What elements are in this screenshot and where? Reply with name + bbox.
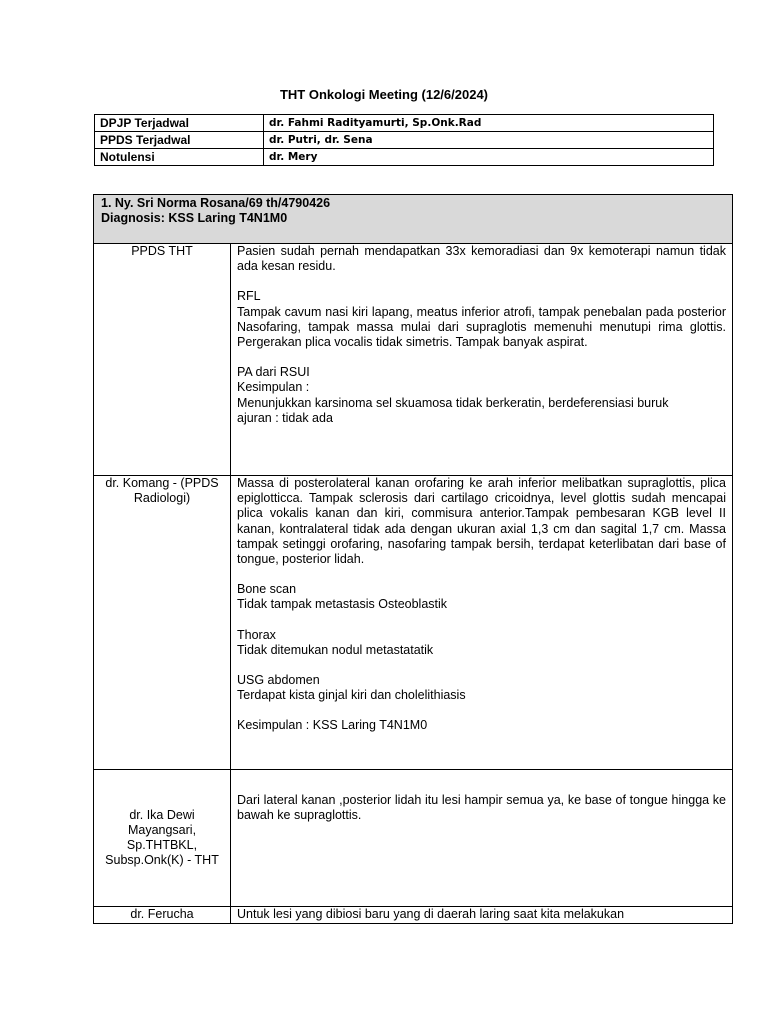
note-paragraph: Dari lateral kanan ,posterior lidah itu lesi hampir semua ya, ke base of tongue hingga ke bawah ke supraglottis.	[237, 793, 726, 823]
note-paragraph: RFL Tampak cavum nasi kiri lapang, meatus inferior atrofi, tampak penebalan pada posterior Nasofaring, tampak massa mulai dari supraglotis memenuhi menutupi rima glottis. Pergerakan plica vocalis tidak simetris. Tampak banyak aspirat.	[237, 289, 726, 350]
speaker-cell: dr. Komang - (PPDS Radiologi)	[94, 476, 231, 770]
note-paragraph: Massa di posterolateral kanan orofaring ke arah inferior melibatkan supraglottis, plica epiglotticca. Tampak sclerosis dari cartilago cricoidnya, level glottis sudah mencapai plica vokalis kanan dan kiri, commisura anterior.Tampak pembesaran KGB level II kanan, kontralateral tidak ada dengan ukuran axial 1,3 cm dan sagital 1,7 cm. Massa tampak setinggi orofaring, nasofaring tampak bersih, terdapat keterlibatan dari base of tongue, posterior lidah.	[237, 476, 726, 567]
note-paragraph: Kesimpulan : KSS Laring T4N1M0	[237, 718, 428, 733]
patient-line: 1. Ny. Sri Norma Rosana/69 th/4790426	[101, 196, 331, 210]
speaker-cell: dr. Ika Dewi Mayangsari, Sp.THTBKL, Subsp.Onk(K) - THT	[94, 770, 231, 907]
discussion-row	[94, 476, 733, 770]
case-header	[94, 195, 733, 244]
notulensi-label: Notulensi	[95, 149, 264, 166]
discussion-row	[94, 770, 733, 907]
case-header-row	[94, 195, 733, 244]
header-table	[94, 114, 714, 166]
notes-cell	[231, 907, 733, 924]
note-paragraph: Untuk lesi yang dibiosi baru yang di daerah laring saat kita melakukan	[237, 907, 625, 921]
discussion-row	[94, 907, 733, 924]
speaker-cell: dr. Ferucha	[94, 907, 231, 924]
notes-cell	[231, 476, 733, 770]
note-paragraph: Bone scan Tidak tampak metastasis Osteoblastik	[237, 582, 448, 612]
notulensi-value: dr. Mery	[264, 149, 714, 166]
diagnosis-line: Diagnosis: KSS Laring T4N1M0	[101, 211, 288, 226]
note-paragraph: Thorax Tidak ditemukan nodul metastatatik	[237, 627, 434, 657]
case-table	[93, 194, 733, 924]
notes-cell	[231, 244, 733, 476]
ppds-value: dr. Putri, dr. Sena	[264, 132, 714, 149]
dpjp-value: dr. Fahmi Radityamurti, Sp.Onk.Rad	[264, 115, 714, 132]
notes-cell	[231, 770, 733, 907]
page-title: THT Onkologi Meeting (12/6/2024)	[279, 87, 489, 102]
note-paragraph: Pasien sudah pernah mendapatkan 33x kemoradiasi dan 9x kemoterapi namun tidak ada kesan residu.	[237, 244, 726, 274]
note-paragraph: PA dari RSUI Kesimpulan : Menunjukkan karsinoma sel skuamosa tidak berkeratin, berdeferensiasi buruk ajuran : tidak ada	[237, 365, 669, 425]
header-row-ppds	[95, 132, 714, 149]
dpjp-label: DPJP Terjadwal	[95, 115, 264, 132]
note-paragraph: USG abdomen Terdapat kista ginjal kiri dan cholelithiasis	[237, 673, 466, 703]
header-row-notulensi	[95, 149, 714, 166]
ppds-label: PPDS Terjadwal	[95, 132, 264, 149]
discussion-row	[94, 244, 733, 476]
header-row-dpjp	[95, 115, 714, 132]
speaker-cell: PPDS THT	[94, 244, 231, 476]
